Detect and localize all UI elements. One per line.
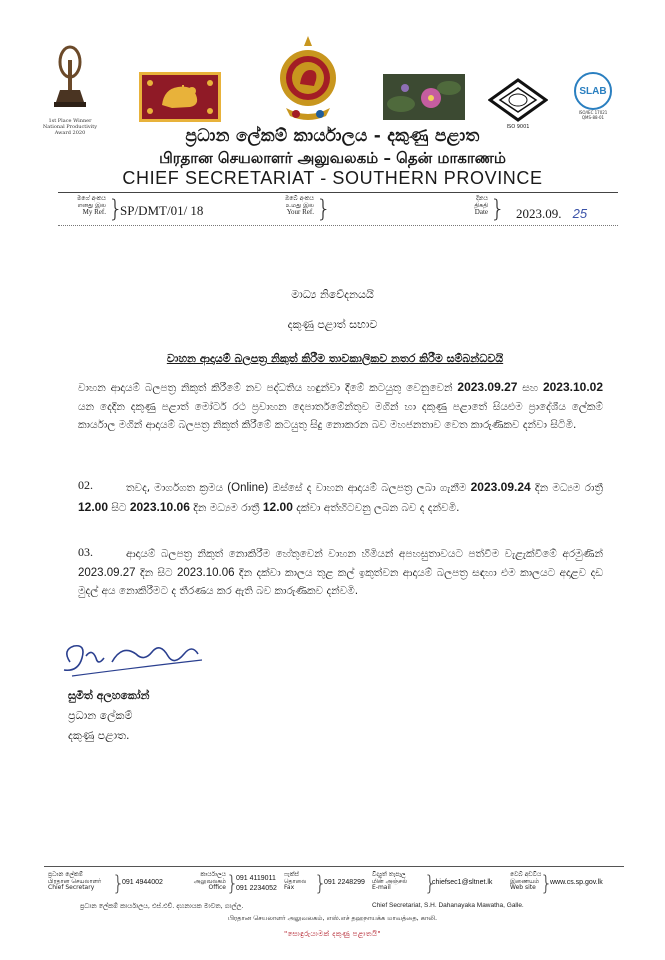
- date-value-group: [516, 203, 587, 222]
- flower-icon: [383, 74, 465, 120]
- date-brace: }: [490, 195, 506, 223]
- footer-web-label-line: இணையம்: [510, 877, 540, 885]
- para2-text: දින මධ්‍යම රාත්‍රී: [193, 501, 260, 514]
- your-ref-label: [258, 195, 314, 216]
- para2-date-1: 2023.09.24: [470, 480, 531, 494]
- date-value: 2023.09.: [516, 206, 562, 221]
- para3-text: ආදායම් බලපත්‍ර නිකුත් නොකිරීම හේතුවෙන් වාහන හිමියන් අපහසුතාවයට පත්වීම වැළැක්වීමේ අරමුණින්: [126, 548, 603, 560]
- footer-cs-phone: 091 4944002: [122, 879, 163, 886]
- media-release-heading: මාධ්‍ය නිවේදනයයි: [291, 288, 374, 301]
- footer-brace: }: [540, 871, 553, 895]
- my-ref-brace: }: [108, 195, 124, 223]
- footer-address-sinhala: ප්‍රධාන ලේකම් කාර්යාලය, එස්.එච්. දහනායක මාවත, ගාල්ල.: [80, 902, 244, 910]
- para2-online: (Online): [227, 482, 269, 494]
- your-ref-label-line: ඔබේ අංකය: [284, 195, 314, 202]
- my-ref-label-line: My Ref.: [82, 208, 106, 216]
- slab-caption-line: QMS-88-01: [581, 115, 605, 120]
- signer-province: දකුණු පළාත.: [68, 729, 130, 742]
- lion-flag-icon: [142, 75, 218, 119]
- award-caption-line: 1st Place Winner: [48, 118, 92, 124]
- footer-brace: }: [424, 871, 437, 895]
- paragraph-2: [78, 478, 603, 517]
- paragraph-3: [78, 545, 603, 601]
- award-caption-line: Award 2020: [54, 130, 86, 136]
- footer-office-label: [172, 872, 226, 892]
- para3-date-1: 2023.09.27: [78, 566, 136, 579]
- footer-motto: "සොඳුරුයාමක් දකුණු පළාතයි": [283, 930, 382, 938]
- footer-email-label-line: E-mail: [372, 884, 391, 892]
- footer-fax-number: 091 2248299: [324, 879, 365, 886]
- footer-fax-label: [284, 872, 314, 892]
- para2-date-2: 2023.10.06: [129, 499, 190, 514]
- date-label-line: දිනය: [476, 195, 488, 202]
- footer-cs-label-line: Chief Secretary: [48, 884, 95, 892]
- slab-text: SLAB: [579, 85, 607, 97]
- footer-web-label-line: Web site: [510, 884, 536, 892]
- subject-line: වාහන ආදායම් බලපත්‍ර නිකුත් කිරීම තාවකාලිකව නතර කිරීම සම්බන්ධවයි: [166, 352, 504, 365]
- para2-text: සිට: [111, 501, 127, 514]
- signer-title: ප්‍රධාන ලේකම්: [68, 709, 133, 722]
- para1-text: සහ: [522, 382, 539, 394]
- office-title-sinhala: ප්‍රධාන ලේකම් කාර්යාලය - දකුණු පළාත: [185, 126, 480, 146]
- my-ref-label-line: මගේ අංකය: [76, 195, 106, 202]
- para2-time-1: 12.00: [78, 499, 109, 514]
- para1-text: වාහන ආදායම් බලපත්‍ර නිකුත් කිරීමේ නව පද්ධතිය හඳුන්වා දීමේ කටයුතු වෙනුවෙන්: [78, 382, 453, 394]
- footer-cs-label: [48, 872, 116, 892]
- my-ref-value: SP/DMT/01/ 18: [120, 203, 204, 218]
- para3-number: 03.: [78, 545, 93, 559]
- footer-divider: [44, 866, 624, 867]
- footer-office-label-line: Office: [208, 884, 226, 892]
- para1-date-2: 2023.10.02: [542, 380, 603, 394]
- footer-email-label-line: විද්‍යුත් තැපෑල: [372, 871, 406, 878]
- my-ref-label-line: எனது இல: [77, 202, 106, 209]
- para2-text: දක්වා අත්හිටවනු ලබන බව ද දන්වමි.: [296, 501, 460, 514]
- footer-email-label: [372, 872, 424, 892]
- your-ref-label-line: உமது இல: [285, 202, 314, 209]
- para1-date-1: 2023.09.27: [457, 380, 518, 394]
- footer-brace: }: [226, 871, 239, 895]
- reference-row: [58, 192, 618, 226]
- footer-web-label: [510, 872, 544, 892]
- office-title-english: CHIEF SECRETARIAT - SOUTHERN PROVINCE: [122, 168, 543, 188]
- date-label-line: திகதி: [474, 202, 488, 209]
- slab-accreditation-logo: [572, 72, 614, 128]
- para2-text: දින මධ්‍යම රාත්‍රී: [534, 482, 603, 494]
- para3-date-2: 2023.10.06: [176, 566, 235, 579]
- footer-brace: }: [314, 871, 327, 895]
- para2-text: ඔස්සේ ද වාහන ආදායම් බලපත්‍ර ලබා ගැනීම: [272, 482, 467, 494]
- para2-time-2: 12.00: [262, 499, 293, 514]
- signer-name: සුමිත් අලහකෝන්: [68, 689, 150, 702]
- footer-email[interactable]: chiefsec1@sltnet.lk: [432, 879, 493, 886]
- iso-certification-logo: [488, 78, 548, 128]
- award-trophy-icon: [38, 40, 102, 112]
- footer-cs-label-line: பிரதான செயலாளர்: [48, 877, 102, 885]
- footer-address-english: Chief Secretariat, S.H. Dahanayaka Mawatha, Galle.: [372, 902, 524, 909]
- council-heading: දකුණු පළාත් සභාව: [287, 318, 378, 331]
- footer-cs-label-line: ප්‍රධාන ලේකම්: [48, 871, 84, 878]
- footer-fax-label-line: ෆැක්ස්: [284, 871, 299, 878]
- date-label: [458, 195, 488, 216]
- slab-caption-line: ISO/IEC 17021: [578, 110, 608, 115]
- date-label-line: Date: [474, 208, 488, 216]
- your-ref-brace: }: [316, 195, 332, 223]
- date-day-handwritten: 25: [572, 206, 588, 221]
- iso-text: ISO 9001: [506, 124, 530, 130]
- flower-photo: [383, 74, 465, 120]
- paragraph-1: [78, 378, 603, 435]
- footer-office-label-line: அலுவலகம்: [193, 877, 226, 885]
- footer-office-phone-2: 091 2234052: [236, 885, 277, 892]
- handwritten-signature: [52, 632, 222, 692]
- footer-website[interactable]: www.cs.sp.gov.lk: [550, 879, 603, 886]
- your-ref-label-line: Your Ref.: [286, 208, 314, 216]
- sri-lanka-emblem: [276, 34, 340, 124]
- para2-number: 02.: [78, 478, 93, 492]
- award-caption-line: National Productivity: [42, 124, 98, 130]
- footer-brace: }: [112, 871, 125, 895]
- southern-province-flag: [139, 72, 221, 122]
- slab-badge-icon: [574, 72, 612, 110]
- para3-text: දින සිට: [139, 566, 173, 579]
- para3-text: දින දක්වා කාලය තුළ කල් ඉකුත්වන ආදායම් බලපත්‍ර සඳහා එම කාලයට අදාළව දඩ මුදල් අය නොකිරීමට ද තීරණය කර ඇති බව කාරුණිකව දන්වමි.: [78, 566, 604, 597]
- footer-office-phone-1: 091 4119011: [236, 875, 276, 882]
- my-ref-label: [58, 195, 106, 216]
- footer-email-label-line: மின் அஞ்சல்: [372, 877, 408, 885]
- office-title-tamil: பிரதான செயலாளர் அலுவலகம் – தென் மாகாணம்: [159, 149, 506, 167]
- para1-text: යන දෙදින දකුණු පළාත් මෝටර් රථ ප්‍රවාහන දෙපාර්තමේන්තුව මගින් හා දකුණු පළාතේ සියළුම ප්‍රාදේශීය ලේකම් කාර්යාල මගින් ආදායම් බලපත්‍ර නිකුත් කිරීමේ කටයුතු සිදු නොකරන බව මහජනතාව වෙත කාරුණිකව දන්වා සිටිමි.: [78, 400, 603, 431]
- para2-text: තවද, මාර්ගගත ක්‍රමය: [126, 482, 224, 494]
- footer-web-label-line: වෙබ් අඩවිය: [510, 871, 542, 878]
- footer-fax-label-line: தொலை: [284, 877, 307, 885]
- national-emblem-icon: [276, 34, 340, 124]
- footer-office-label-line: කාර්යාලය: [200, 871, 226, 878]
- footer-fax-label-line: Fax: [284, 884, 295, 892]
- footer-address-tamil: பிரதான செயலாளர் அலுவலகம், எஸ்.எச் தஹநாயக்க மாவத்தை, காலி.: [227, 914, 438, 922]
- iso-badge-icon: [488, 78, 548, 124]
- footer-office-phones: [236, 874, 277, 894]
